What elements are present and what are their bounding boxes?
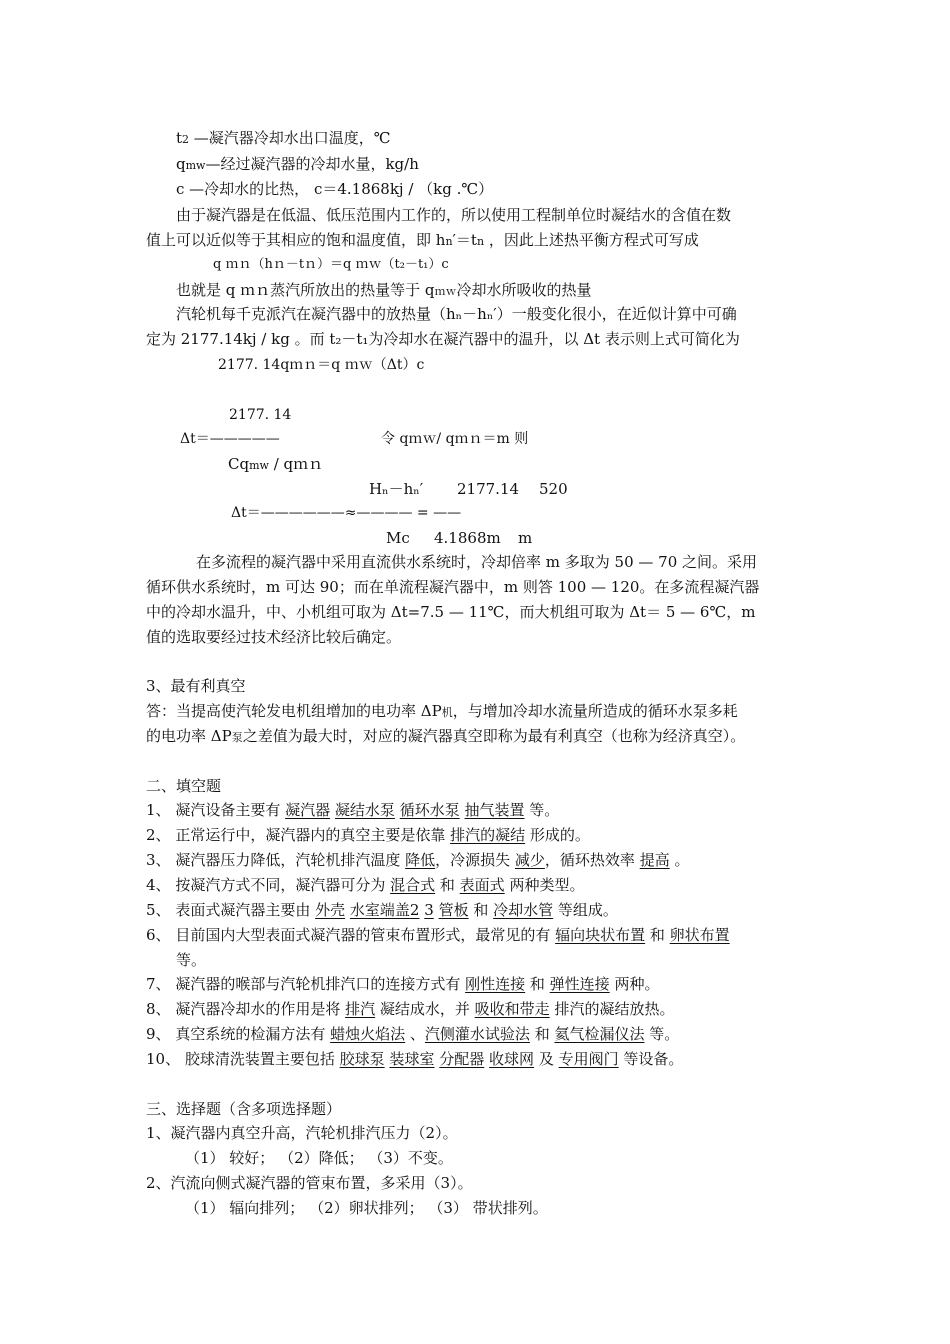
frac2-num3: 520 — [539, 480, 568, 498]
blank: 胶球泵 — [339, 1050, 385, 1068]
choice-q1-options: （1） 较好； （2）降低； （3）不变。 — [185, 1149, 453, 1167]
blank: 凝结水泵 — [334, 801, 395, 819]
blank: 刚性连接 — [465, 975, 526, 993]
blank: 3 — [424, 901, 434, 919]
blank: 2 — [409, 901, 420, 919]
fill-q7: 7、 凝汽器的喉部与汽轮机排汽口的连接方式有 刚性连接 和 弹性连接 两种。 — [146, 975, 660, 993]
frac1-denominator: Cqmw / qｍｎ — [228, 455, 324, 473]
def-t2: t2 —凝汽器冷却水出口温度，℃ — [176, 129, 391, 147]
frac1-numerator: 2177. 14 — [229, 407, 292, 423]
blank: 表面式 — [459, 876, 505, 894]
blank: 减少 — [514, 851, 545, 869]
equation-heat-balance: q ｍｎ（hｎ－tｎ）＝q ｍｗ（t₂－t₁）c — [213, 257, 449, 272]
frac2-den1: Mc — [386, 529, 410, 547]
fill-q9: 9、 真空系统的检漏方法有 蜡烛火焰法 、汽侧灌水试验法 和 氦气检漏仪法 等。 — [146, 1025, 680, 1043]
equation-simplified: 2177. 14qｍｎ＝q ｍｗ（Δt）c — [218, 357, 425, 373]
frac2-den3: m — [518, 529, 533, 547]
fill-q5: 5、 表面式凝汽器主要由 外壳 水室端盖2 3 管板 和 冷却水管 等组成。 — [146, 901, 618, 919]
blank: 抽气装置 — [464, 801, 525, 819]
blank: 冷却水管 — [493, 901, 554, 919]
para1-line1: 由于凝汽器是在低温、低压范围内工作的，所以使用工程制单位时凝结水的含值在数 — [176, 206, 732, 224]
blank: 吸收和带走 — [474, 1000, 550, 1018]
blank: 汽侧灌水试验法 — [424, 1025, 530, 1043]
blank: 混合式 — [390, 876, 436, 894]
blank: 收球网 — [489, 1050, 535, 1068]
para1-line2: 值上可以近似等于其相应的饱和温度值，即 hn′＝tn ，因此上述热平衡方程式可写成 — [146, 231, 699, 249]
blank: 卵状布置 — [669, 926, 730, 944]
section3-answer-line2: 的电功率 ΔP泵之差值为最大时，对应的凝汽器真空即称为最有利真空（也称为经济真空）。 — [146, 727, 746, 745]
blank: 提高 — [639, 851, 670, 869]
frac2-num2: 2177.14 — [457, 480, 520, 498]
fill-q4: 4、 按凝汽方式不同，凝汽器可分为 混合式 和 表面式 两种类型。 — [146, 876, 585, 894]
blank: 专用阀门 — [558, 1050, 619, 1068]
blank: 降低 — [405, 851, 436, 869]
blank: 辐向块状布置 — [555, 926, 646, 944]
fill-q10: 10、 胶球清洗装置主要包括 胶球泵 装球室 分配器 收球网 及 专用阀门 等设备。 — [146, 1050, 684, 1068]
para3-line2: 定为 2177.14kj / kg 。而 t₂－t₁为冷却水在凝汽器中的温升，以 Δt 表示则上式可简化为 — [146, 330, 740, 348]
choice-section-title: 三、选择题（含多项选择题） — [146, 1100, 342, 1118]
def-c: c —冷却水的比热， c＝4.1868kj / （kg .℃） — [176, 180, 494, 198]
blank: 排汽的凝结 — [450, 826, 526, 844]
blank: 装球室 — [389, 1050, 435, 1068]
blank: 水室端盖 — [349, 901, 410, 919]
frac2-den2: 4.1868m — [434, 529, 501, 547]
para4-line4: 值的选取要经过技术经济比较后确定。 — [146, 628, 402, 646]
blank: 弹性连接 — [549, 975, 610, 993]
fill-q3: 3、 凝汽器压力降低，汽轮机排汽温度 降低，冷源损失 减少，循环热效率 提高 。 — [146, 851, 690, 869]
frac2-lhs: Δt＝——————≈———— = —— — [231, 505, 462, 521]
blank: 氦气检漏仪法 — [554, 1025, 645, 1043]
para4-line2: 循环供水系统时，m 可达 90；而在单流程凝汽器中，m 则答 100 — 120。在多流程凝汽器 — [146, 578, 760, 596]
para4-line3: 中的冷却水温升，中、小机组可取为 Δt=7.5 — 11℃，而大机组可取为 Δt＝ 5 — 6℃，m — [146, 603, 756, 621]
section3-title: 3、最有利真空 — [146, 677, 246, 695]
blank: 蜡烛火焰法 — [330, 1025, 406, 1043]
blank: 外壳 — [315, 901, 346, 919]
fill-q6-cont: 等。 — [176, 951, 207, 969]
para3-line1: 汽轮机每千克派汽在凝汽器中的放热量（hₙ－hₙ′）一般变化很小，在近似计算中可确 — [176, 305, 737, 323]
choice-q2: 2、汽流向侧式凝汽器的管束布置，多采用（3）。 — [146, 1174, 473, 1192]
para4-line1: 在多流程的凝汽器中采用直流供水系统时，冷却倍率 m 多取为 50 — 70 之间。采用 — [196, 553, 758, 571]
fill-section-title: 二、填空题 — [146, 777, 222, 795]
blank: 循环水泵 — [399, 801, 460, 819]
section3-answer-line1: 答：当提高使汽轮发电机组增加的电功率 ΔP机，与增加冷却水流量所造成的循环水泵多耗 — [146, 702, 738, 720]
blank: 分配器 — [439, 1050, 485, 1068]
choice-q1: 1、凝汽器内真空升高，汽轮机排汽压力（2）。 — [146, 1124, 458, 1142]
choice-q2-options: （1） 辐向排列； （2）卵状排列； （3） 带状排列。 — [185, 1199, 548, 1217]
fill-q1: 1、 凝汽设备主要有 凝汽器 凝结水泵 循环水泵 抽气装置 等。 — [146, 801, 560, 819]
blank: 排汽 — [345, 1000, 376, 1018]
def-qmw: qmw—经过凝汽器的冷却水量，kg/h — [176, 155, 419, 173]
blank: 管板 — [438, 901, 469, 919]
frac2-num1: Hₙ－hₙ′ — [369, 480, 424, 498]
fill-q2: 2、 正常运行中，凝汽器内的真空主要是依靠 排汽的凝结 形成的。 — [146, 826, 590, 844]
frac1-substitution: 令 qｍｗ/ qｍｎ＝m 则 — [381, 431, 529, 447]
fill-q8: 8、 凝汽器冷却水的作用是将 排汽 凝结成水，并 吸收和带走 排汽的凝结放热。 — [146, 1000, 675, 1018]
blank: 凝汽器 — [285, 801, 331, 819]
para2: 也就是 q ｍｎ蒸汽所放出的热量等于 qｍｗ冷却水所吸收的热量 — [176, 281, 592, 299]
fill-q6: 6、 目前国内大型表面式凝汽器的管束布置形式，最常见的有 辐向块状布置 和 卵状布置 — [146, 926, 730, 944]
frac1-lhs: Δt＝————— — [180, 431, 280, 447]
